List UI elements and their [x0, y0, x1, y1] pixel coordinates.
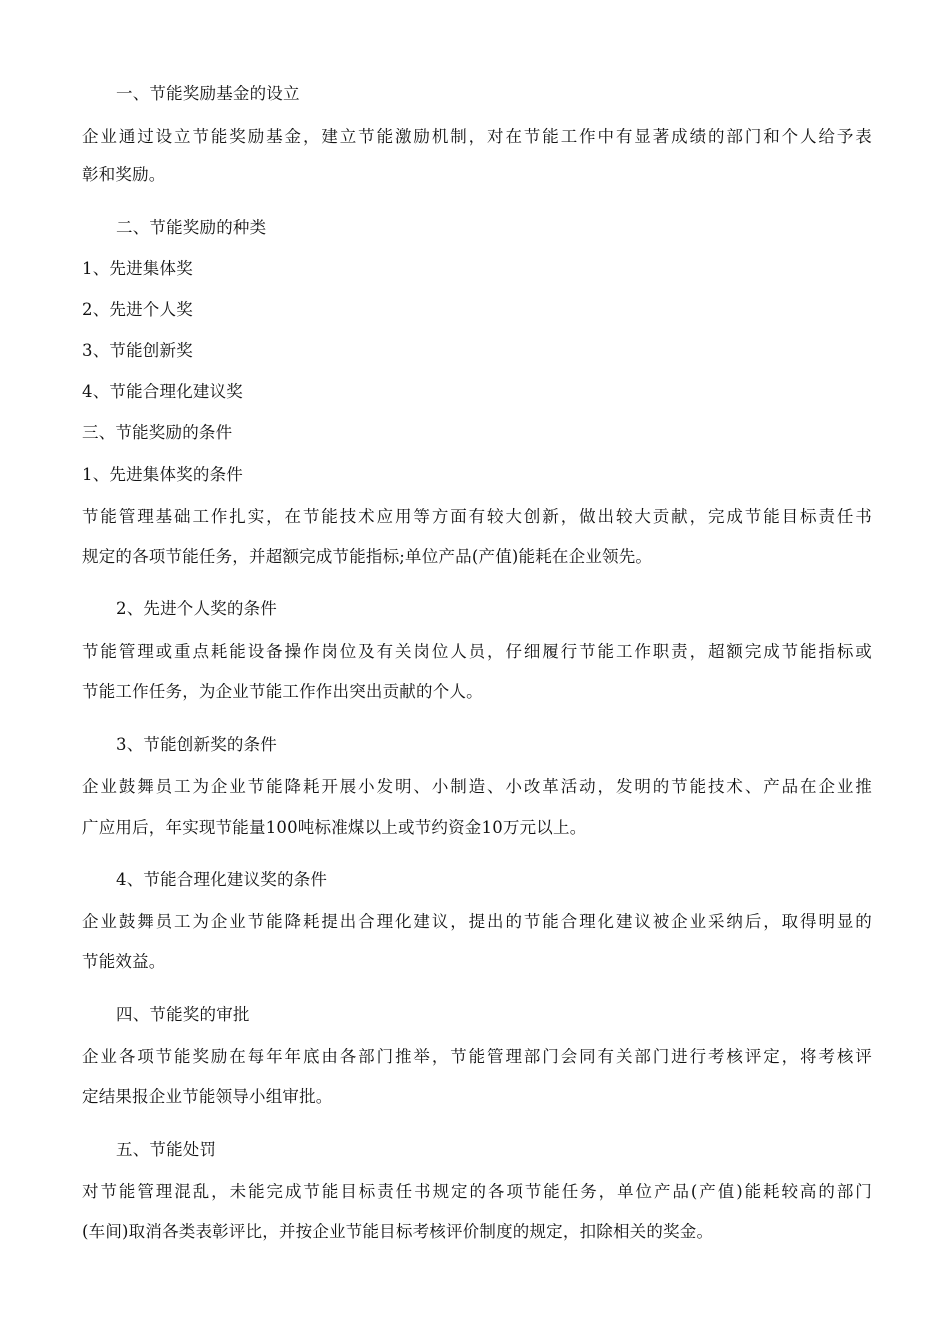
- condition-3-paragraph-line-1: 企业鼓舞员工为企业节能降耗开展小发明、小制造、小改革活动，发明的节能技术、产品在企业推: [82, 777, 872, 796]
- condition-1-paragraph-line-1: 节能管理基础工作扎实，在节能技术应用等方面有较大创新，做出较大贡献，完成节能目标责任书: [82, 507, 872, 526]
- condition-2-paragraph-line-2: 节能工作任务，为企业节能工作作出突出贡献的个人。: [82, 682, 483, 701]
- section-4-paragraph-line-1: 企业各项节能奖励在每年年底由各部门推举，节能管理部门会同有关部门进行考核评定，将考核评: [82, 1047, 872, 1066]
- condition-4-paragraph-line-1: 企业鼓舞员工为企业节能降耗提出合理化建议，提出的节能合理化建议被企业采纳后，取得明显的: [82, 912, 872, 931]
- section-4-paragraph-line-2: 定结果报企业节能领导小组审批。: [82, 1087, 333, 1106]
- section-5-paragraph-line-1: 对节能管理混乱，未能完成节能目标责任书规定的各项节能任务，单位产品(产值)能耗较高的部门: [82, 1182, 872, 1201]
- section-1-heading: 一、节能奖励基金的设立: [116, 84, 300, 103]
- award-type-item-3: 3、节能创新奖: [82, 341, 193, 360]
- award-type-item-1: 1、先进集体奖: [82, 259, 193, 278]
- condition-1-heading: 1、先进集体奖的条件: [82, 465, 243, 484]
- section-1-paragraph-line-2: 彰和奖励。: [82, 165, 166, 184]
- condition-4-heading: 4、节能合理化建议奖的条件: [116, 870, 328, 889]
- condition-4-paragraph-line-2: 节能效益。: [82, 952, 166, 971]
- condition-3-heading: 3、节能创新奖的条件: [116, 735, 277, 754]
- award-type-item-4: 4、节能合理化建议奖: [82, 382, 243, 401]
- condition-1-paragraph-line-2: 规定的各项节能任务，并超额完成节能指标;单位产品(产值)能耗在企业领先。: [82, 547, 653, 566]
- section-5-paragraph-line-2: (车间)取消各类表彰评比，并按企业节能目标考核评价制度的规定，扣除相关的奖金。: [82, 1222, 714, 1241]
- section-3-heading: 三、节能奖励的条件: [82, 423, 233, 442]
- section-5-heading: 五、节能处罚: [116, 1140, 217, 1159]
- condition-3-paragraph-line-2: 广应用后，年实现节能量100吨标准煤以上或节约资金10万元以上。: [82, 818, 587, 837]
- award-type-item-2: 2、先进个人奖: [82, 300, 193, 319]
- condition-2-heading: 2、先进个人奖的条件: [116, 599, 277, 618]
- section-1-paragraph-line-1: 企业通过设立节能奖励基金，建立节能激励机制，对在节能工作中有显著成绩的部门和个人给予表: [82, 127, 872, 146]
- condition-2-paragraph-line-1: 节能管理或重点耗能设备操作岗位及有关岗位人员，仔细履行节能工作职责，超额完成节能指标或: [82, 642, 872, 661]
- section-2-heading: 二、节能奖励的种类: [116, 218, 267, 237]
- section-4-heading: 四、节能奖的审批: [116, 1005, 250, 1024]
